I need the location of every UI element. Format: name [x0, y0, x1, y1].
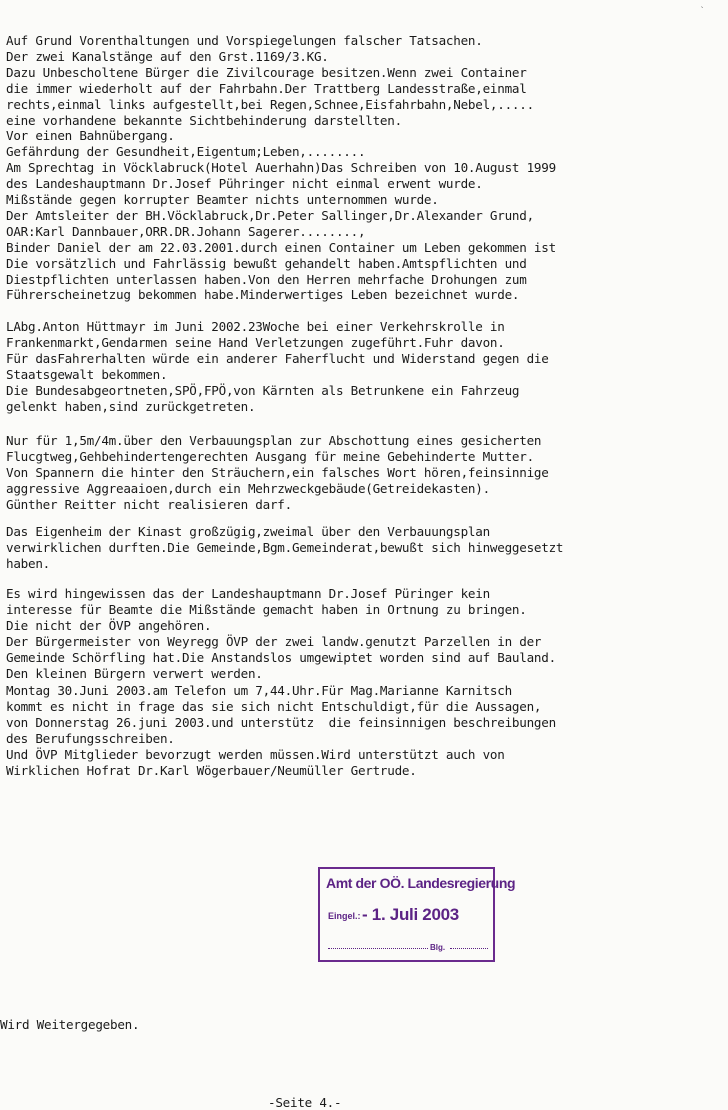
text-line: interesse für Beamte die Mißstände gemacht haben in Ortnung zu bringen. — [6, 601, 527, 617]
text-line: Frankenmarkt,Gendarmen seine Hand Verletzungen zugeführt.Fuhr davon. — [6, 334, 505, 350]
text-line: verwirklichen durften.Die Gemeinde,Bgm.Gemeinderat,bewußt sich hinweggesetzt — [6, 539, 564, 555]
text-line: Vor einen Bahnübergang. — [6, 128, 175, 144]
text-line: Gemeinde Schörfling hat.Die Anstandslos umgewiptet worden sind auf Bauland. — [6, 649, 556, 665]
text-line: Es wird hingewissen das der Landeshauptmann Dr.Josef Püringer kein — [6, 586, 490, 601]
stamp-title: Amt der OÖ. Landesregierung — [326, 875, 516, 891]
text-line: aggressive Aggreaaioen,durch ein Mehrzweckgebäude(Getreidekasten). — [6, 480, 490, 496]
text-line: Für dasFahrerhalten würde ein anderer Faherflucht und Widerstand gegen die — [6, 350, 549, 366]
text-line: Mißstände gegen korrupter Beamter nichts unternommen wurde. — [6, 192, 439, 207]
receipt-stamp — [318, 867, 516, 962]
text-line: Führerscheinetzug bekommen habe.Minderwertiges Leben bezeichnet wurde. — [6, 287, 520, 303]
text-line: Der zwei Kanalstänge auf den Grst.1169/3.KG. — [6, 48, 329, 64]
text-line: gelenkt haben,sind zurückgetreten. — [6, 398, 256, 414]
text-line: haben. — [6, 555, 50, 571]
text-line: Von Spannern die hinter den Sträuchern,ein falsches Wort hören,feinsinnige — [6, 464, 549, 480]
text-line: des Landeshauptmann Dr.Josef Pühringer nicht einmal erwent wurde. — [6, 176, 483, 192]
stamp-date: - 1. Juli 2003 — [362, 905, 459, 924]
stamp-dotted-line — [328, 948, 428, 949]
text-line: Die vorsätzlich und Fahrlässig bewußt gehandelt haben.Amtspflichten und — [6, 255, 527, 271]
stamp-blg-label: Blg. — [430, 943, 446, 952]
text-line: OAR:Karl Dannbauer,ORR.DR.Johann Sagerer........, — [6, 223, 366, 239]
text-line: Günther Reitter nicht realisieren darf. — [6, 496, 292, 512]
text-line: Dazu Unbescholtene Bürger die Zivilcourage besitzen.Wenn zwei Container — [6, 64, 527, 80]
text-line: Der Amtsleiter der BH.Vöcklabruck,Dr.Peter Sallinger,Dr.Alexander Grund, — [6, 207, 534, 223]
page-number: -Seite 4.- — [268, 1095, 342, 1110]
text-line: Binder Daniel der am 22.03.2001.durch einen Container um Leben gekommen ist — [6, 239, 556, 255]
text-line: des Berufungsschreiben. — [6, 730, 175, 746]
text-line: Montag 30.Juni 2003.am Telefon um 7,44.Uhr.Für Mag.Marianne Karnitsch — [6, 683, 512, 698]
text-line: Das Eigenheim der Kinast großzügig,zweimal über den Verbauungsplan — [6, 524, 490, 539]
stamp-label: Eingel.: — [328, 911, 361, 921]
text-line: Gefährdung der Gesundheit,Eigentum;Leben,........ — [6, 144, 366, 160]
text-line: Die Bundesabgeortneten,SPÖ,FPÖ,von Kärnten als Betrunkene ein Fahrzeug — [6, 382, 520, 398]
text-line: kommt es nicht in frage das sie sich nicht Entschuldigt,für die Aussagen, — [6, 698, 542, 714]
text-line: Und ÖVP Mitglieder bevorzugt werden müssen.Wird unterstützt auch von — [6, 746, 505, 762]
text-line: Den kleinen Bürgern verwert werden. — [6, 665, 263, 681]
text-line: Der Bürgermeister von Weyregg ÖVP der zwei landw.genutzt Parzellen in der — [6, 633, 542, 649]
text-line: Wirklichen Hofrat Dr.Karl Wögerbauer/Neumüller Gertrude. — [6, 762, 417, 778]
scan-speck: ` — [700, 6, 705, 15]
text-line: Auf Grund Vorenthaltungen und Vorspiegelungen falscher Tatsachen. — [6, 33, 483, 48]
text-line: rechts,einmal links aufgestellt,bei Regen,Schnee,Eisfahrbahn,Nebel,..... — [6, 96, 534, 112]
text-line: Nur für 1,5m/4m.über den Verbauungsplan zur Abschottung eines gesicherten — [6, 433, 542, 448]
text-line: Staatsgewalt bekommen. — [6, 366, 168, 382]
closing-line: Wird Weitergegeben. — [0, 1017, 140, 1032]
text-line: Die nicht der ÖVP angehören. — [6, 617, 212, 633]
text-line: eine vorhandene bekannte Sichtbehinderung darstellten. — [6, 112, 402, 128]
text-line: die immer wiederholt auf der Fahrbahn.Der Trattberg Landesstraße,einmal — [6, 80, 527, 96]
text-line: LAbg.Anton Hüttmayr im Juni 2002.23Woche bei einer Verkehrskrolle in — [6, 319, 505, 334]
text-line: Diestpflichten unterlassen haben.Von den Herren mehrfache Drohungen zum — [6, 271, 527, 287]
text-line: Am Sprechtag in Vöcklabruck(Hotel Auerhahn)Das Schreiben von 10.August 1999 — [6, 160, 556, 176]
text-line: von Donnerstag 26.juni 2003.und unterstütz die feinsinnigen beschreibungen — [6, 714, 556, 730]
stamp-dotted-line-short — [450, 948, 488, 949]
text-line: Flucgtweg,Gehbehindertengerechten Ausgang für meine Gebehinderte Mutter. — [6, 448, 534, 464]
